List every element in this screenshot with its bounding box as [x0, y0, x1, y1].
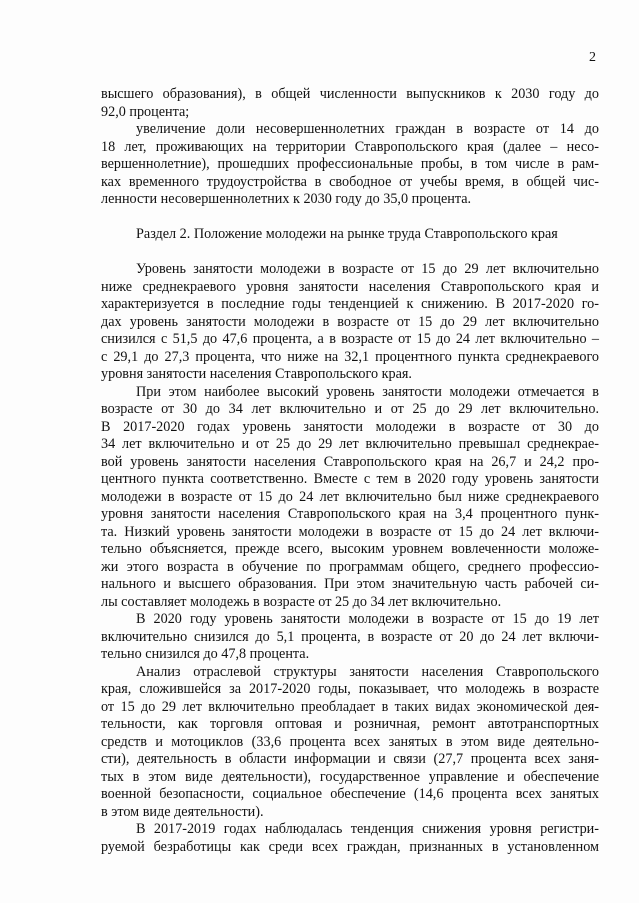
- text-line: руемой безработицы как среди всех граждан, признанных в установленном: [101, 839, 599, 855]
- text-line: ниже среднекраевого уровня занятости населения Ставропольского края и: [101, 279, 599, 295]
- text-line: 34 лет включительно и от 25 до 29 лет включительно превышал среднекрае-: [101, 436, 599, 452]
- text-line: уровня занятости населения Ставропольского края на 3,4 процентного пунк-: [101, 506, 599, 522]
- text-line: В 2017-2020 годах уровень занятости молодежи в возрасте от 30 до: [101, 419, 599, 435]
- text-line: ках временного трудоустройства в свободное от учебы время, в общей чис-: [101, 174, 599, 190]
- text-line: военной безопасности, социальное обеспечение (14,6 процента всех занятых: [101, 786, 599, 802]
- text-line: характеризуется в последние годы тенденцией к снижению. В 2017-2020 го-: [101, 296, 599, 312]
- text-line: В 2020 году уровень занятости молодежи в возрасте от 15 до 19 лет: [136, 611, 599, 627]
- text-line: центного пункта соответственно. Вместе с тем в 2020 году уровень занятости: [101, 471, 599, 487]
- text-line: с 29,1 до 27,3 процента, что ниже на 32,1 процентного пункта среднекраевого: [101, 349, 599, 365]
- text-line: вой уровень занятости населения Ставропольского края на 26,7 и 24,2 про-: [101, 454, 599, 470]
- text-line: та. Низкий уровень занятости молодежи в возрасте от 15 до 24 лет включи-: [101, 524, 599, 540]
- section-heading: Раздел 2. Положение молодежи на рынке труда Ставропольского края: [136, 226, 558, 242]
- text-line: возрасте от 30 до 34 лет включительно и от 25 до 29 лет включительно.: [101, 401, 599, 417]
- text-line: включительно снизился до 5,1 процента, в возрасте от 20 до 24 лет включи-: [101, 629, 599, 645]
- text-line: лы составляет молодежь в возрасте от 25 до 34 лет включительно.: [101, 594, 502, 610]
- text-line: Анализ отраслевой структуры занятости населения Ставропольского: [136, 664, 599, 680]
- text-line: молодежи в возрасте от 15 до 24 лет включительно был ниже среднекраевого: [101, 489, 599, 505]
- text-line: вершеннолетние), прошедших профессиональные пробы, в том числе в рам-: [101, 156, 599, 172]
- text-line: края, сложившейся за 2017-2020 годы, показывает, что молодежь в возрасте: [101, 681, 599, 697]
- text-line: 18 лет, проживающих на территории Ставропольского края (далее – несо-: [101, 139, 599, 155]
- text-line: высшего образования), в общей численности выпускников к 2030 году до: [101, 86, 599, 102]
- page-number: 2: [589, 50, 596, 65]
- text-line: В 2017-2019 годах наблюдалась тенденция снижения уровня регистри-: [136, 821, 599, 837]
- text-line: в этом виде деятельности).: [101, 804, 264, 820]
- text-line: тельности, как торговля оптовая и розничная, ремонт автотранспортных: [101, 716, 599, 732]
- text-line: тельно снизился до 47,8 процента.: [101, 646, 310, 662]
- text-line: жи этого возраста в обучение по программам общего, среднего профессио-: [101, 559, 599, 575]
- text-line: увеличение доли несовершеннолетних граждан в возрасте от 14 до: [136, 121, 599, 137]
- text-line: нального и высшего образования. При этом значительную часть рабочей си-: [101, 576, 599, 592]
- text-line: ленности несовершеннолетних к 2030 году до 35,0 процента.: [101, 191, 472, 207]
- text-line: При этом наиболее высокий уровень занятости молодежи отмечается в: [136, 384, 599, 400]
- text-line: тых в этом виде деятельности), государственное управление и обеспечение: [101, 769, 599, 785]
- text-line: дах уровень занятости молодежи в возрасте от 15 до 29 лет включительно: [101, 314, 599, 330]
- text-line: уровня занятости населения Ставропольского края.: [101, 366, 412, 382]
- text-line: от 15 до 29 лет включительно преобладает в таких видах экономической дея-: [101, 699, 599, 715]
- text-line: средств и мотоциклов (33,6 процента всех занятых в этом виде деятельно-: [101, 734, 599, 750]
- text-line: Уровень занятости молодежи в возрасте от 15 до 29 лет включительно: [136, 261, 599, 277]
- text-line: сти), деятельность в области информации и связи (27,7 процента всех заня-: [101, 751, 599, 767]
- text-line: снизился с 51,5 до 47,6 процента, а в возрасте от 15 до 24 лет включительно –: [101, 331, 599, 347]
- text-line: тельно объясняется, прежде всего, высоким уровнем вовлеченности моложе-: [101, 541, 599, 557]
- text-line: 92,0 процента;: [101, 104, 190, 120]
